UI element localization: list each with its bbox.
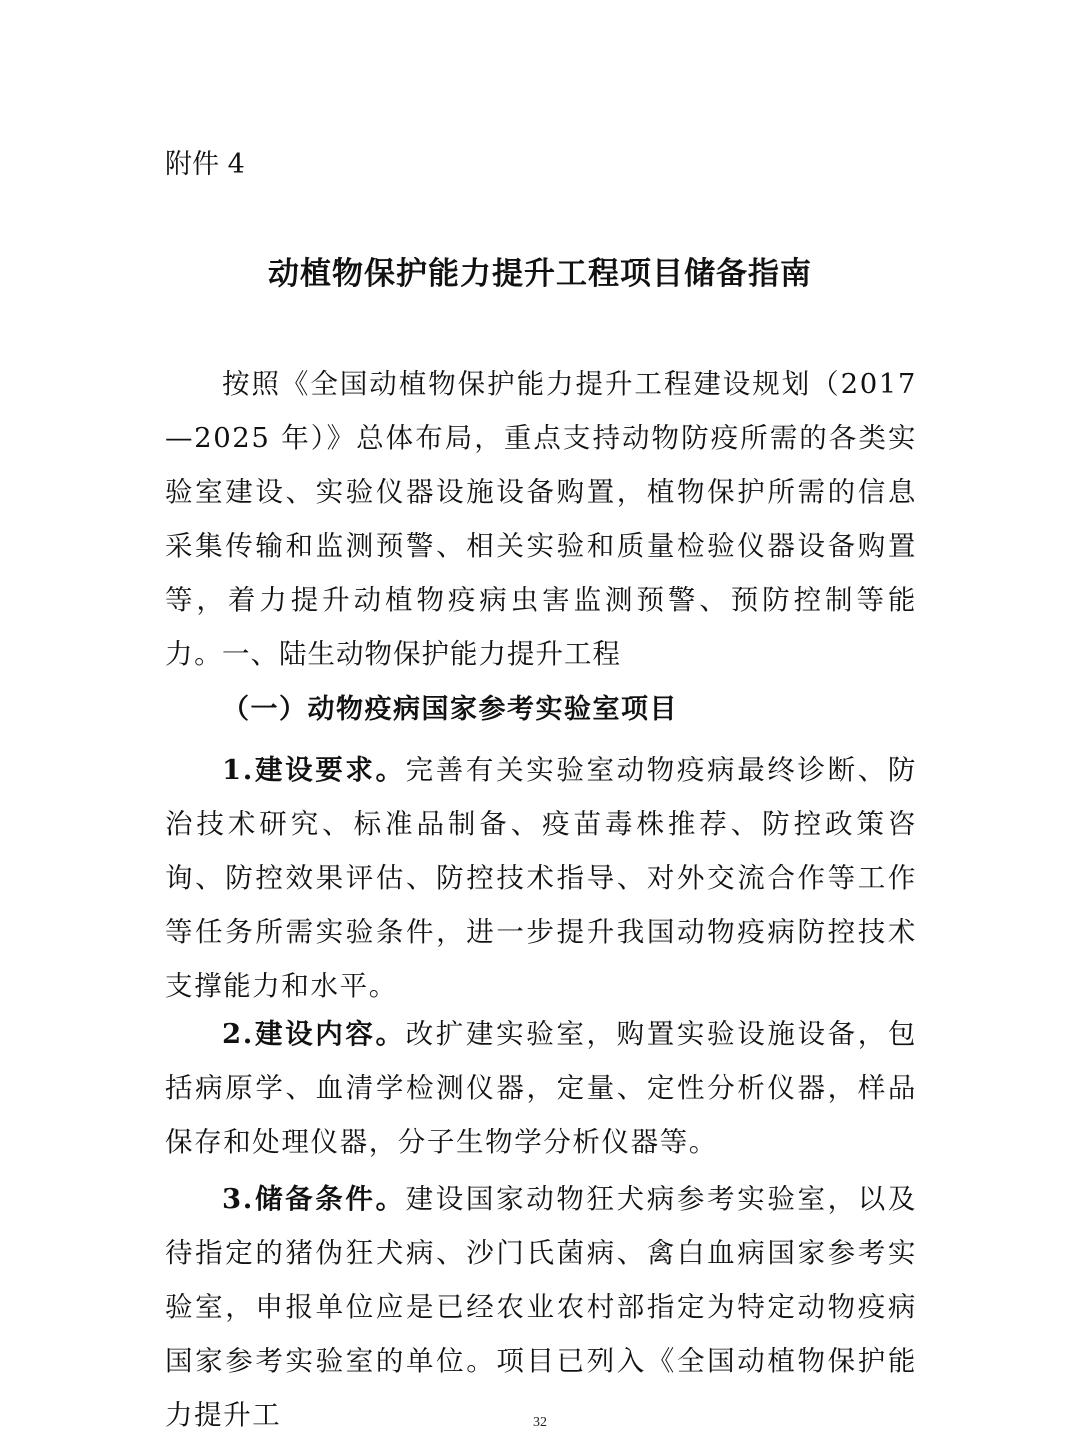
paragraph-lead: 1.建设要求。 <box>222 754 406 786</box>
document-title: 动植物保护能力提升工程项目储备指南 <box>268 256 812 292</box>
paragraph-lead: 2.建设内容。 <box>222 1018 406 1050</box>
paragraph-body: 建设国家动物狂犬病参考实验室，以及待指定的猪伪狂犬病、沙门氏菌病、禽白血病国家参考实验室，申报单位应是已经农业农村部指定为特定动物疫病国家参考实验室的单位。项目已列入《全国动植物保护能力提升工 <box>165 1183 917 1431</box>
section-heading: 一、陆生动物保护能力提升工程 <box>222 638 621 670</box>
attachment-label: 附件 4 <box>165 149 245 180</box>
paragraph-construction-requirements <box>165 743 917 1013</box>
paragraph-lead: 3.储备条件。 <box>222 1183 406 1215</box>
page-number: 32 <box>533 1415 547 1430</box>
paragraph-body: 改扩建实验室，购置实验设施设备，包括病原学、血清学检测仪器，定量、定性分析仪器，样品保存和处理仪器，分子生物学分析仪器等。 <box>165 1018 917 1158</box>
subsection-heading: （一）动物疫病国家参考实验室项目 <box>222 694 678 725</box>
paragraph-reserve-conditions <box>165 1172 917 1442</box>
intro-paragraph: 按照《全国动植物保护能力提升工程建设规划（2017—2025 年）》总体布局，重点支持动物防疫所需的各类实验室建设、实验仪器设施设备购置，植物保护所需的信息采集传输和监测预警、相关实验和质量检验仪器设备购置等，着力提升动植物疫病虫害监测预警、预防控制等能力。 <box>165 368 917 670</box>
paragraph-body: 完善有关实验室动物疫病最终诊断、防治技术研究、标准品制备、疫苗毒株推荐、防控政策咨询、防控效果评估、防控技术指导、对外交流合作等工作等任务所需实验条件，进一步提升我国动物疫病防控技术支撑能力和水平。 <box>165 754 917 1002</box>
paragraph-construction-content <box>165 1007 917 1169</box>
